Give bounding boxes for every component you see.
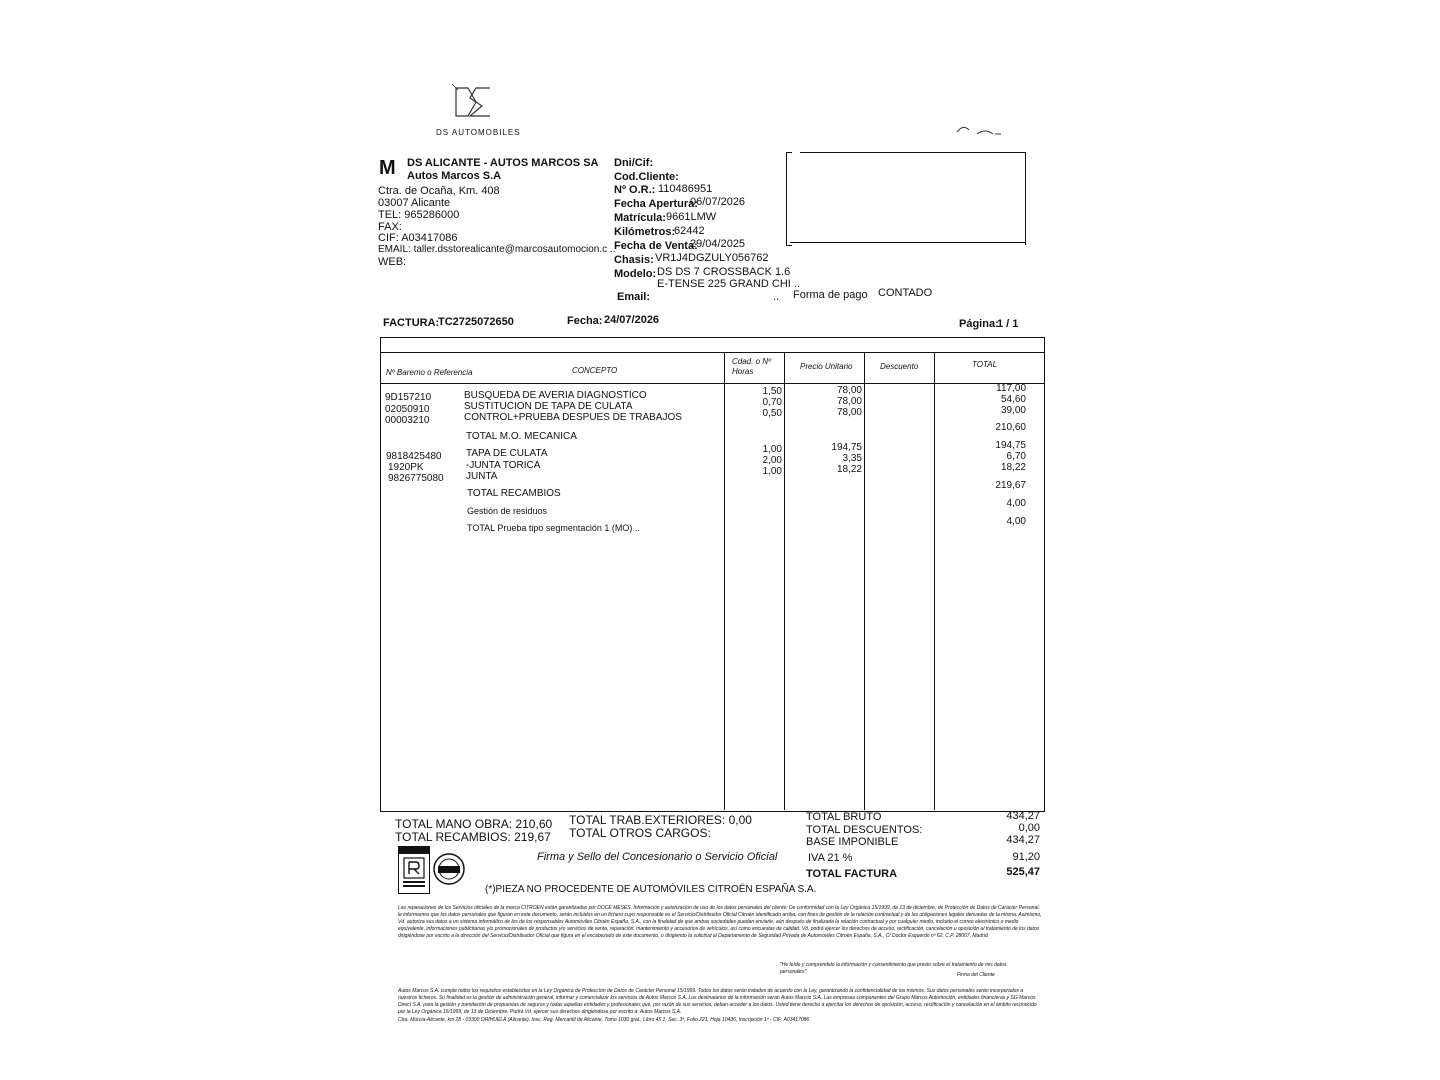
table-row-ref: 9818425480 <box>386 451 442 462</box>
table-row-desc: CONTROL+PRUEBA DESPUES DE TRABAJOS <box>464 412 682 423</box>
pieza-note: (*)PIEZA NO PROCEDENTE DE AUTOMÓVILES CITROËN ESPAÑA S.A. <box>485 884 817 895</box>
dealer-city: 03007 Alicante <box>378 197 451 209</box>
fecha-value: 24/07/2026 <box>604 314 660 326</box>
email-value: .. <box>773 291 780 303</box>
table-row-qty: 0,70 <box>762 397 782 408</box>
dealer-web: WEB: <box>378 256 407 268</box>
table-row-total: 39,00 <box>1000 405 1026 416</box>
segment-label: TOTAL Prueba tipo segmentación 1 (MO) .. <box>467 523 640 533</box>
table-row-ref: 9826775080 <box>388 473 444 484</box>
pago-label: Forma de pago <box>793 289 868 301</box>
client-address-box <box>786 152 1026 245</box>
total-otros: TOTAL OTROS CARGOS: <box>569 826 711 840</box>
table-row-ref: 00003210 <box>385 415 430 426</box>
client-sign-label: Firma del Cliente <box>957 972 995 978</box>
total-factura-value: 525,47 <box>1006 866 1040 878</box>
legal-text-1: Las reparaciones de los Servicios oficiales de la marca CITROËN están garantizadas por DOCE MESES. Información y autorización de uso de los datos personales del cliente: De conformidad con la Ley Orgánica 15/1999, de 13 de diciembre, de Protección de Datos de Carácter Personal, le informamos que los datos personales que figuran en este documento, serán incluidos en un fichero cuyo responsable es el Servicio/Distribuidor Oficial Citroën identificado arriba, con fines de gestión de la relación contractual y de las obligaciones legales derivadas de la misma. Asimismo, Vd. autoriza sus datos a un sistema informático de los de los responsables Automóviles Citroën España, S.A., con la finalidad de que ambas sociedades puedan enviarle, aún después de finalizada la relación contractual y por cualquier medio, incluido el correo electrónico o medio equivalente, informaciones publicitarias y/o promocionales de productos y/o servicios de venta, reparación, mantenimiento y accesorios de vehículos, así como encuestas de calidad. Vd. podrá ejercer los derechos de acceso, rectificación, cancelación u oposición al tratamiento de los datos dirigiéndose por escrito a la dirección del Servicio/Distribuidor Oficial que figura en el encabezado de este documento, o dirigiendo la solicitud al Departamento de Seguridad Privada de Automóviles Citroën España, S.A., C/ Doctor Esquerdo nº 62, C.P. 28007, Madrid. <box>398 905 1042 939</box>
parts-subtotal: 219,67 <box>995 480 1026 491</box>
iva-value: 91,20 <box>1012 851 1040 863</box>
dealer-email: EMAIL: taller.dsstorealicante@marcosautomocion.c .. <box>378 244 616 255</box>
km-label: Kilómetros: <box>614 226 676 238</box>
labor-total-label: TOTAL M.O. MECANICA <box>466 431 577 442</box>
table-row-desc: JUNTA <box>466 471 498 482</box>
waste-label: Gestión de residuos <box>467 506 548 516</box>
table-row-ref: 9D157210 <box>385 392 432 403</box>
table-row-price: 78,00 <box>836 407 862 418</box>
dealer-name: DS ALICANTE - AUTOS MARCOS SA <box>407 157 599 169</box>
firma-sello: Firma y Sello del Concesionario o Servicio Oficial <box>537 851 778 863</box>
pagina-label: Página: <box>959 318 999 330</box>
dealer-subname: Autos Marcos S.A <box>407 170 502 182</box>
table-row-price: 3,35 <box>842 453 862 464</box>
table-row-qty: 1,00 <box>762 444 782 455</box>
base-value: 434,27 <box>1006 834 1040 846</box>
venta-value: 29/04/2025 <box>690 238 746 250</box>
scribble-mark <box>955 122 1005 147</box>
legal-text-2: Autos Marcos S.A. cumple todos los requisitos establecidos en la Ley Orgánica de Protección de Datos de Carácter Personal 15/1999. Todos los datos serán tratados de acuerdo con la Ley, garantizando la confidencialidad de los mismos. Sus datos personales serán incorporados a nuestros ficheros. Su finalidad es la gestión de administración general, informar y comercializar los servicios de Autos Marcos S.A. Los destinatarios de la información serán Autos Marcos S.A. Las empresas componentes del Grupo Marcos Automoción, entidades financieras y SG Marcos Direct S.A. para la gestión y tramitación de propuestas de seguros y todas aquellas entidades y profesionales que, por razón de sus servicios, deban acceder a los datos. Usted tiene derecho a ejercitar los derechos de oposición, acceso, rectificación y cancelación en el ámbito reconocido por la Ley Orgánica 15/1999, de 13 de Diciembre. Podrá Vd. ejercer sus derechos dirigiéndose por escrito a: Autos Marcos S.A. <box>398 988 1037 1015</box>
apertura-label: Fecha Apertura: <box>614 198 698 210</box>
table-row-desc: BUSQUEDA DE AVERIA DIAGNOSTICO <box>464 390 647 401</box>
iva-label: IVA 21 % <box>808 852 853 864</box>
total-recambios: TOTAL RECAMBIOS: 219,67 <box>395 830 551 844</box>
marcos-logo-icon: M <box>379 157 396 179</box>
table-row-desc: SUSTITUCION DE TAPA DE CULATA <box>464 401 633 412</box>
cod-cliente-label: Cod.Cliente: <box>614 171 679 183</box>
header-precio: Precio Unitario <box>800 362 853 371</box>
labor-subtotal: 210,60 <box>995 422 1026 433</box>
modelo-value-2: E-TENSE 225 GRAND CHI .. <box>657 278 801 290</box>
dealer-address: Ctra. de Ocaña, Km. 408 <box>378 185 500 197</box>
iqnet-cert-icon <box>432 852 466 891</box>
dealer-tel: TEL: 965286000 <box>378 209 460 221</box>
descuentos-label: TOTAL DESCUENTOS: <box>806 824 923 836</box>
header-total: TOTAL <box>972 360 998 369</box>
waste-value: 4,00 <box>1006 498 1026 509</box>
or-label: Nº O.R.: <box>614 184 656 196</box>
matricula-value: 9661LMW <box>666 211 717 223</box>
bruto-value: 434,27 <box>1006 810 1040 822</box>
ds-emblem-icon <box>448 80 498 124</box>
table-row-total: 194,75 <box>995 440 1026 451</box>
table-row-total: 6,70 <box>1006 451 1026 462</box>
pago-value: CONTADO <box>878 287 933 299</box>
client-note: "He leído y comprendido la información y consentimiento que presto sobre el tratamiento de mis datos personales". <box>780 962 1007 975</box>
email-label: Email: <box>617 291 651 303</box>
chasis-value: VR1J4DGZULY056762 <box>655 252 769 264</box>
km-value: 62442 <box>674 225 705 237</box>
table-row-qty: 1,00 <box>762 466 782 477</box>
table-row-ref: 02050910 <box>385 404 430 415</box>
pagina-value: 1 / 1 <box>997 318 1019 330</box>
total-mano-obra: TOTAL MANO OBRA: 210,60 <box>395 817 553 831</box>
modelo-value-1: DS DS 7 CROSSBACK 1.6 <box>657 266 791 278</box>
table-row-price: 78,00 <box>836 385 862 396</box>
apertura-value: 06/07/2026 <box>690 196 746 208</box>
table-row-total: 18,22 <box>1000 462 1026 473</box>
fecha-label: Fecha: <box>567 315 603 327</box>
ds-logo <box>448 80 498 124</box>
header-cant-2: Horas <box>732 367 754 376</box>
base-label: BASE IMPONIBLE <box>806 836 899 848</box>
table-row-total: 117,00 <box>996 383 1026 394</box>
table-row-desc: -JUNTA TORICA <box>466 460 541 471</box>
registry-text: Ctra. Murcia-Alicante, km 28 - 03300 ORIHUELA (Alicante). Insc. Reg. Mercantil de Alicante, Tomo 1030 gral., Libro 45 1, Sec. 3ª, Folio 221, Hoja 10436, Inscripción 1ª - CIF: A03417086 <box>398 1017 810 1023</box>
table-row-total: 54,60 <box>1000 394 1026 405</box>
header-cant-1: Cdad. o Nº <box>732 357 771 366</box>
dealer-fax: FAX: <box>378 221 402 233</box>
or-value: 110486951 <box>658 183 713 195</box>
header-ref: Nº Baremo o Referencia <box>386 368 473 377</box>
table-row-qty: 1,50 <box>762 386 782 397</box>
matricula-label: Matrícula: <box>614 212 666 224</box>
table-row-price: 78,00 <box>836 396 862 407</box>
header-descuento: Descuento <box>880 362 919 371</box>
dni-label: Dni/Cif: <box>614 157 654 169</box>
table-row-price: 194,75 <box>831 442 862 453</box>
aenor-cert-icon <box>398 846 430 894</box>
modelo-label: Modelo: <box>614 268 657 280</box>
total-trab-ext: TOTAL TRAB.EXTERIORES: 0,00 <box>569 813 752 827</box>
factura-label: FACTURA: <box>383 317 440 329</box>
bruto-label: TOTAL BRUTO <box>806 811 882 823</box>
table-row-desc: TAPA DE CULATA <box>466 448 548 459</box>
factura-value: TC2725072650 <box>438 316 514 328</box>
table-row-qty: 2,00 <box>762 455 782 466</box>
descuentos-value: 0,00 <box>1018 822 1040 834</box>
table-row-price: 18,22 <box>836 464 862 475</box>
segment-value: 4,00 <box>1006 516 1026 527</box>
dealer-cif: CIF: A03417086 <box>378 232 458 244</box>
header-concepto: CONCEPTO <box>572 366 618 375</box>
chasis-label: Chasis: <box>614 254 654 266</box>
table-row-ref: 1920PK <box>388 462 424 473</box>
parts-total-label: TOTAL RECAMBIOS <box>467 488 561 499</box>
venta-label: Fecha de Venta: <box>614 240 698 252</box>
ds-logo-text: DS AUTOMOBILES <box>436 128 521 137</box>
total-factura-label: TOTAL FACTURA <box>806 868 898 880</box>
table-row-qty: 0,50 <box>762 408 782 419</box>
